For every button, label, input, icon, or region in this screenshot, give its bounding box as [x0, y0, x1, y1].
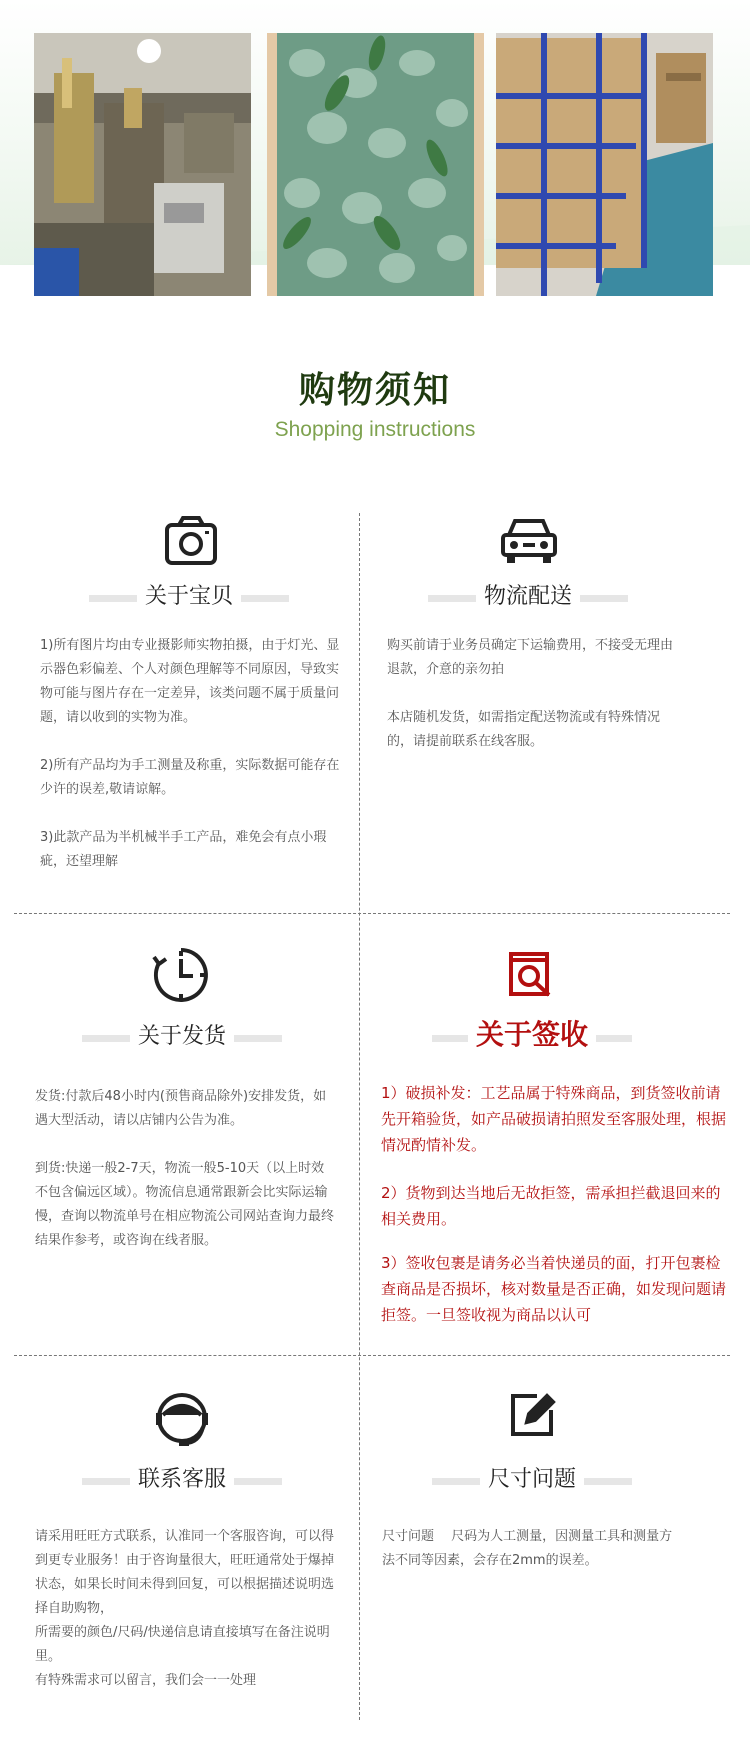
- headset-service-icon: [149, 1385, 215, 1451]
- wuliu-text-2: 本店随机发货，如需指定配送物流或有特殊情况的，请提前联系在线客服。: [387, 710, 661, 749]
- wuliu-text-1: 购买前请于业务员确定下运输费用，不接受无理由退款，介意的亲勿拍: [387, 638, 674, 677]
- edit-note-icon: [507, 1390, 557, 1440]
- baobei-text-1: 1)所有图片均由专业摄影师实物拍摄，由于灯光、显示器色彩偏差、个人对颜色理解等不同原因，导致实物可能与图片存在一定差异，该类问题不属于质量问题，请以收到的实物为准。: [40, 638, 340, 725]
- fahuo-text-2: 到货:快递一般2-7天，物流一般5-10天（以上时效不包含偏远区域）。物流信息通常跟新会比实际运输慢，查询以物流单号在相应物流公司网站查询力最终结果作参考，或咨询在线者服。: [35, 1161, 335, 1248]
- row-divider: [14, 1355, 730, 1356]
- eucalyptus-leaves-photo: [267, 33, 484, 296]
- qianshou-text-2: 2）货物到达当地后无故拒签，需承担拦截退回来的相关费用。: [381, 1184, 721, 1228]
- kefu-text-3: 有特殊需求可以留言，我们会一一处理: [35, 1673, 257, 1688]
- fahuo-text-1: 发货:付款后48小时内(预售商品除外)安排发货，如遇大型活动，请以店铺内公告为准。: [35, 1089, 327, 1128]
- delivery-car-icon: [499, 513, 559, 569]
- clock-icon: [151, 945, 211, 1005]
- section-heading-wuliu: 物流配送: [428, 577, 628, 617]
- row-divider: [14, 913, 730, 914]
- section-heading-chicun: 尺寸问题: [432, 1460, 632, 1500]
- page-subtitle: Shopping instructions: [274, 418, 476, 441]
- inspect-package-icon: [507, 950, 563, 1006]
- section-heading-baobei: 关于宝贝: [89, 577, 289, 617]
- camera-icon: [163, 513, 219, 569]
- section-heading-kefu: 联系客服: [82, 1460, 282, 1500]
- page-title: 购物须知: [298, 370, 451, 411]
- factory-machines-photo: [34, 33, 251, 296]
- baobei-text-2: 2)所有产品均为手工测量及称重，实际数据可能存在少许的误差,敬请谅解。: [40, 758, 340, 797]
- warehouse-shelves-photo: [496, 33, 713, 296]
- section-heading-fahuo: 关于发货: [82, 1017, 282, 1057]
- section-heading-qianshou: 关于签收: [432, 1015, 632, 1059]
- column-divider: [359, 513, 360, 1720]
- chicun-text-1: 尺寸问题 尺码为人工测量，因测量工具和测量方法不同等因素，会存在2mm的误差。: [382, 1529, 673, 1568]
- kefu-text-1: 请采用旺旺方式联系，认准同一个客服咨询，可以得到更专业服务！由于咨询量很大，旺旺通常处于爆掉状态，如果长时间未得到回复，可以根据描述说明选择自助购物，: [35, 1529, 335, 1616]
- qianshou-text-3: 3）签收包裹是请务必当着快递员的面，打开包裹检查商品是否损坏，核对数量是否正确，如发现问题请拒签。一旦签收视为商品以认可: [381, 1254, 727, 1324]
- qianshou-text-1: 1）破损补发：工艺品属于特殊商品，到货签收前请先开箱验货，如产品破损请拍照发至客服处理，根据情况酌情补发。: [381, 1084, 727, 1154]
- kefu-text-2: 所需要的颜色/尺码/快递信息请直接填写在备注说明里。: [35, 1625, 330, 1664]
- baobei-text-3: 3)此款产品为半机械半手工产品，难免会有点小瑕疵，还望理解: [40, 830, 327, 869]
